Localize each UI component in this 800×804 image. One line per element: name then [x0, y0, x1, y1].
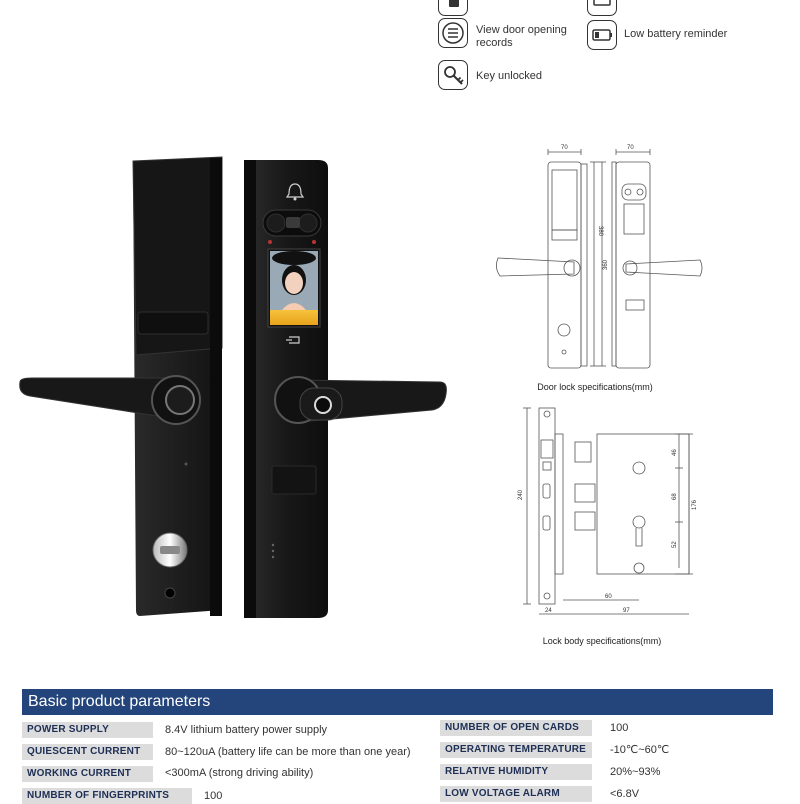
feature-key-text: Key unlocked	[476, 70, 543, 82]
battery-low-icon	[587, 20, 617, 50]
param-label: LOW VOLTAGE ALARM	[440, 786, 592, 802]
param-value: 100	[610, 722, 629, 734]
param-value: 100	[204, 790, 223, 802]
records-list-icon	[438, 18, 468, 48]
param-label: QUIESCENT CURRENT	[22, 744, 153, 760]
key-icon	[438, 60, 468, 90]
param-value: 80~120uA (battery life can be more than one year)	[165, 746, 411, 758]
lock-body-specification-drawing	[505, 400, 715, 620]
feature-records-line2: records	[476, 37, 513, 49]
dim-24: 24	[545, 608, 552, 614]
door-lock-caption: Door lock specifications(mm)	[537, 382, 653, 392]
dim-70-right: 70	[627, 145, 634, 151]
dim-380: 380	[597, 226, 603, 237]
param-value: 20%~93%	[610, 766, 661, 778]
feature-top-left-icon	[438, 0, 468, 16]
param-label: OPERATING TEMPERATURE	[440, 742, 592, 758]
dim-70-left: 70	[561, 145, 568, 151]
dim-97: 97	[623, 608, 630, 614]
dim-240: 240	[518, 489, 524, 500]
param-label: NUMBER OF FINGERPRINTS	[22, 788, 192, 804]
feature-records-line1: View door opening	[476, 24, 567, 36]
dim-52: 52	[672, 541, 678, 548]
smart-lock-product-image	[0, 150, 460, 630]
parameters-header: Basic product parameters	[22, 689, 773, 715]
feature-records-text	[476, 24, 567, 50]
param-label: RELATIVE HUMIDITY	[440, 764, 592, 780]
param-label: POWER SUPPLY	[22, 722, 153, 738]
dim-46: 46	[672, 449, 678, 456]
dim-360: 360	[603, 259, 609, 270]
param-label: NUMBER OF OPEN CARDS	[440, 720, 592, 736]
inside-panel	[20, 157, 222, 616]
param-value: -10℃~60℃	[610, 744, 670, 756]
feature-top-right-icon	[587, 0, 617, 16]
feature-battery-text: Low battery reminder	[624, 28, 728, 40]
param-value: 8.4V lithium battery power supply	[165, 724, 328, 736]
param-label: WORKING CURRENT	[22, 766, 153, 782]
param-value: <300mA (strong driving ability)	[165, 767, 314, 779]
param-value: <6.8V	[610, 788, 640, 800]
dim-176: 176	[692, 499, 698, 510]
dim-60: 60	[605, 594, 612, 600]
door-lock-specification-drawing	[490, 140, 730, 380]
lock-body-caption: Lock body specifications(mm)	[542, 636, 662, 646]
outside-panel	[244, 160, 446, 618]
dim-68: 68	[672, 493, 678, 500]
